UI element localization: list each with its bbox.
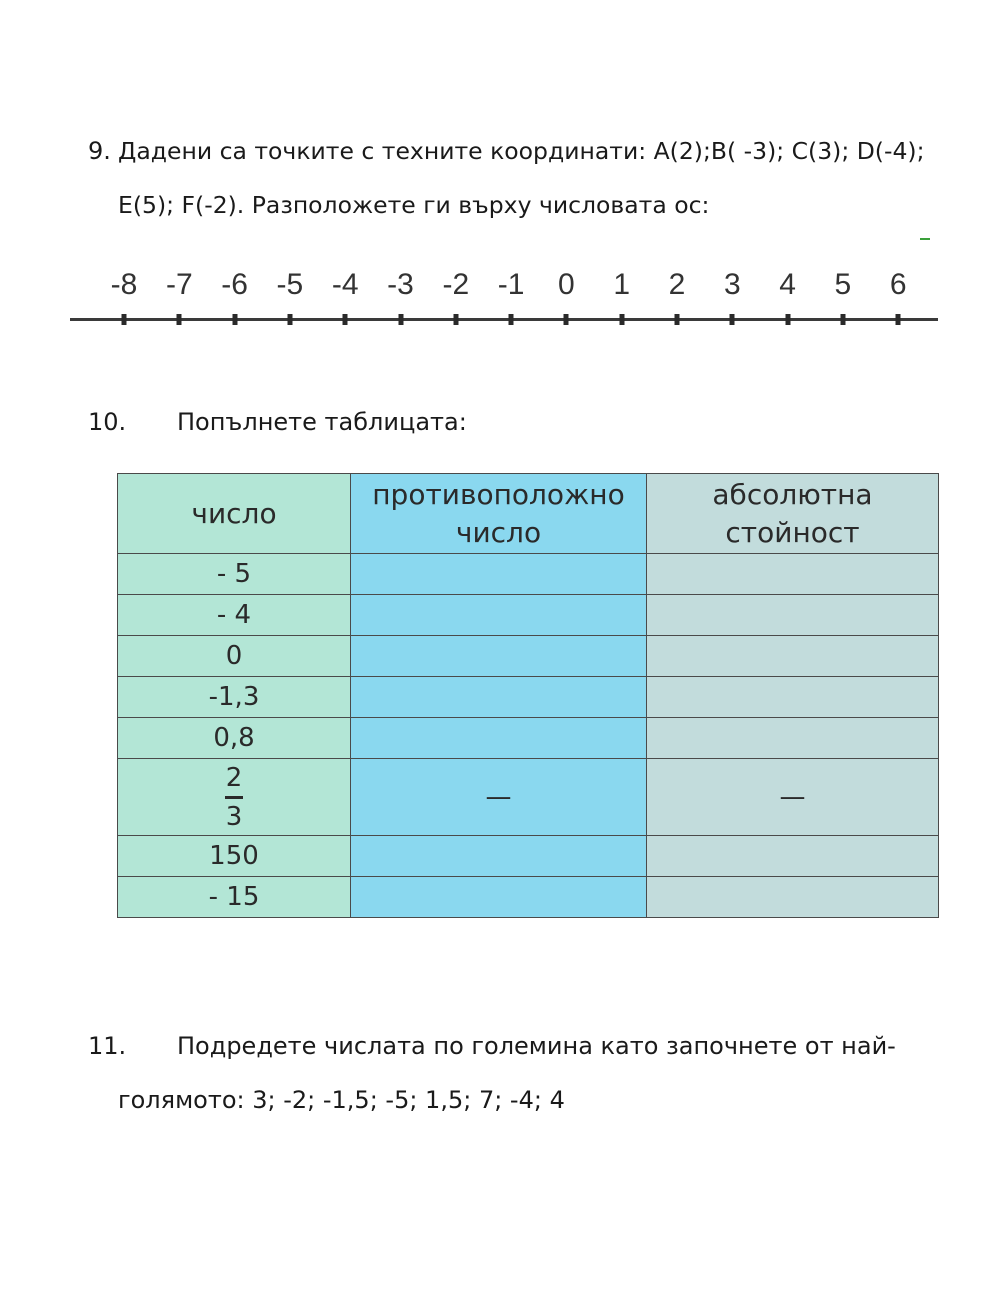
cell-absolute-input[interactable] (647, 877, 939, 918)
number-line-tick (453, 314, 458, 325)
number-line-tick (896, 314, 901, 325)
table-row (118, 718, 939, 759)
cell-absolute-input[interactable] (647, 554, 939, 595)
cell-absolute-input[interactable] (647, 836, 939, 877)
dash-mark: — (485, 782, 512, 812)
number-line-tick (232, 314, 237, 325)
cell-absolute-input[interactable] (647, 595, 939, 636)
number-line-label: -2 (442, 268, 470, 301)
number-line-tick (840, 314, 845, 325)
fraction-bar (225, 796, 243, 799)
table-row (118, 836, 939, 877)
number-line-label: -4 (331, 268, 359, 301)
question-11-number: 11. (88, 1032, 127, 1060)
cell-opposite-input[interactable] (351, 718, 647, 759)
cell-number: 0 (118, 636, 351, 677)
dash-mark: — (779, 782, 806, 812)
table-row (118, 554, 939, 595)
cell-number-fraction (118, 759, 351, 836)
number-line-tick (398, 314, 403, 325)
stray-mark (920, 238, 930, 240)
number-line-label: 4 (779, 268, 796, 301)
cell-opposite-input[interactable] (351, 677, 647, 718)
fraction-denominator: 3 (225, 801, 243, 832)
number-line-label: 0 (558, 268, 575, 301)
fraction-numerator: 2 (225, 762, 243, 793)
cell-number: -1,3 (118, 677, 351, 718)
cell-number: - 15 (118, 877, 351, 918)
number-line-tick (785, 314, 790, 325)
number-line-label: -8 (110, 268, 138, 301)
cell-absolute-input[interactable] (647, 677, 939, 718)
cell-absolute-input[interactable] (647, 759, 939, 836)
number-line-label: -1 (497, 268, 525, 301)
number-line-tick (122, 314, 127, 325)
table-row (118, 759, 939, 836)
table-header-row (118, 474, 939, 554)
table-row (118, 677, 939, 718)
number-line-tick (675, 314, 680, 325)
number-line-label: 3 (723, 268, 741, 301)
question-9-number: 9. (88, 137, 111, 165)
question-9-line-2: E(5); F(-2). Разположете ги върху числовата ос: (118, 191, 710, 219)
question-10-number: 10. (88, 408, 127, 436)
number-line-axis (70, 318, 938, 321)
number-line-tick (509, 314, 514, 325)
cell-opposite-input[interactable] (351, 759, 647, 836)
header-opposite: противоположно число (351, 474, 647, 554)
number-line-tick (343, 314, 348, 325)
question-11-line-1: Подредете числата по големина като започнете от най- (177, 1032, 896, 1060)
cell-number: - 5 (118, 554, 351, 595)
header-number: число (118, 474, 351, 554)
fraction (225, 763, 243, 832)
cell-absolute-input[interactable] (647, 636, 939, 677)
question-9-line-1: Дадени са точките с техните координати: A(2);B( -3); C(3); D(-4); (118, 137, 925, 165)
number-line-label: -7 (165, 268, 193, 301)
cell-number: 150 (118, 836, 351, 877)
number-line-tick (619, 314, 624, 325)
number-line-tick (287, 314, 292, 325)
number-line-tick (730, 314, 735, 325)
number-line-label: 2 (668, 268, 686, 301)
number-line-label: -6 (221, 268, 248, 301)
number-line-tick (177, 314, 182, 325)
header-absolute: абсолютна стойност (647, 474, 939, 554)
number-line-tick (564, 314, 569, 325)
number-line-label: -5 (276, 268, 304, 301)
table-row (118, 636, 939, 677)
number-line-label: 5 (834, 268, 852, 301)
cell-opposite-input[interactable] (351, 836, 647, 877)
number-line-label: 6 (889, 268, 907, 301)
table-row (118, 595, 939, 636)
table-row (118, 877, 939, 918)
cell-opposite-input[interactable] (351, 595, 647, 636)
number-line-label: 1 (613, 268, 631, 301)
answer-table (117, 473, 939, 918)
cell-opposite-input[interactable] (351, 636, 647, 677)
question-11-line-2: голямото: 3; -2; -1,5; -5; 1,5; 7; -4; 4 (118, 1086, 565, 1114)
cell-number: 0,8 (118, 718, 351, 759)
cell-number: - 4 (118, 595, 351, 636)
cell-opposite-input[interactable] (351, 554, 647, 595)
question-10-text: Попълнете таблицата: (177, 408, 467, 436)
number-line-label: -3 (387, 268, 414, 301)
cell-opposite-input[interactable] (351, 877, 647, 918)
cell-absolute-input[interactable] (647, 718, 939, 759)
